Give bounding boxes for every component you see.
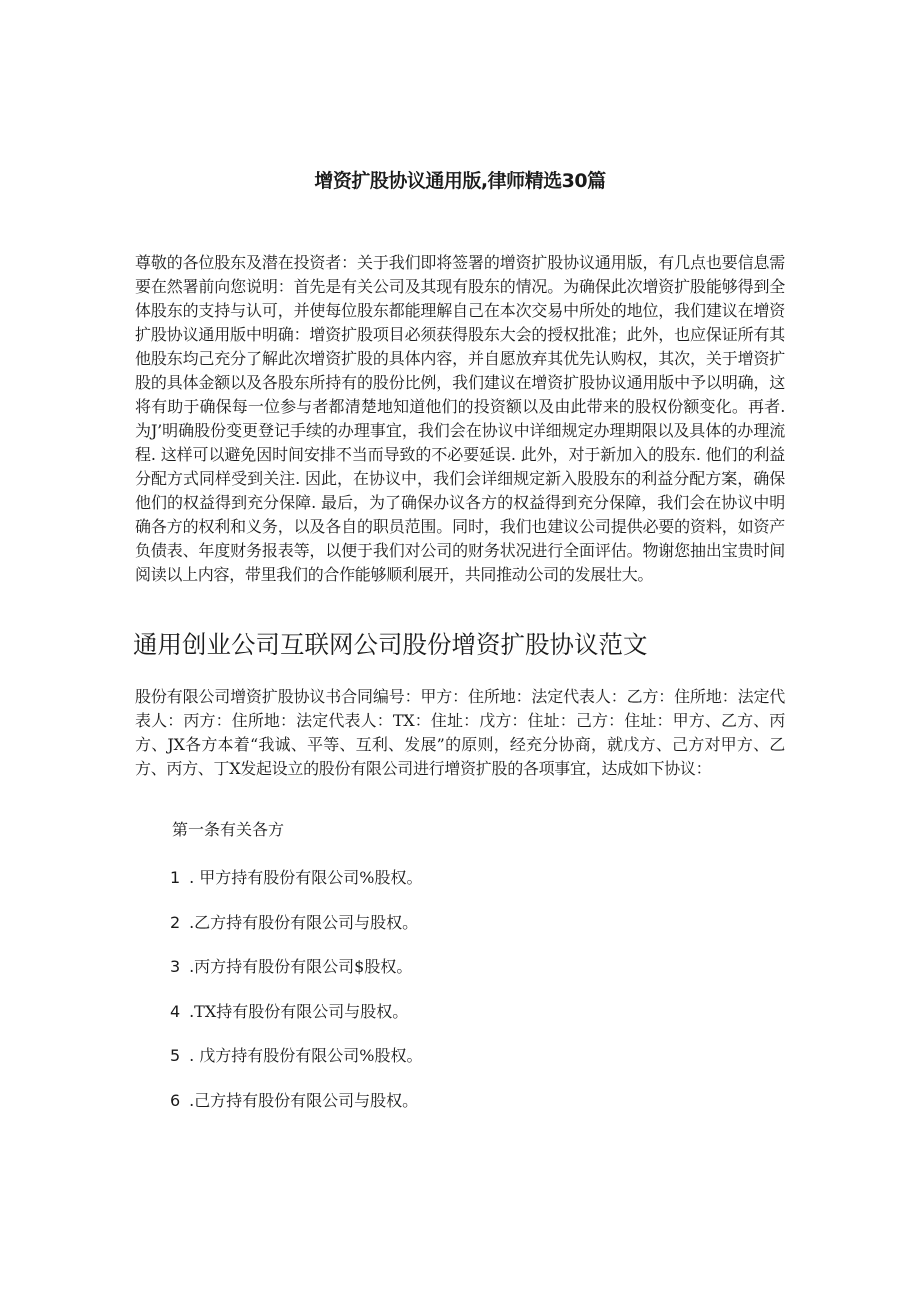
clause-item (170, 1089, 422, 1134)
clause-text: . 甲方持有股份有限公司%股权。 (184, 868, 423, 887)
intro-paragraph: 尊敬的各位股东及潜在投资者：关于我们即将签署的增资扩股协议通用版，有几点也要信息需要在然署前向您说明：首先是有关公司及其现有股东的情况。为确保此次增资扩股能够得到全体股东的支持与认可，并使每位股东都能理解自己在本次交易中所处的地位，我们建议在增资扩股协议通用版中明确：增资扩股项目必须获得股东大会的授权批准；此外，也应保证所有其他股东均己充分了解此次增资扩股的具体内容，并自愿放弃其优先认购权，其次，关于增资扩股的具体金额以及各股东所持有的股份比例，我们建议在增资扩股协议通用版中予以明确，这将有助于确保每一位参与者都清楚地知道他们的投资额以及由此带来的股权份额变化。再者. 为J’明确股份变更登记手续的办理事宜，我们会在协议中详细规定办理期限以及具体的办理流程. 这样可以避免因时间安排不当而导致的不必要延误. 此外，对于新加入的股东. 他们的利益分配方式同样受到关注. 因此，在协议中，我们会详细规定新入股股东的利益分配方案，确保他们的权益得到充分保障. 最后，为了确保办议各方的权益得到充分保障，我们会在协议中明确各方的权利和义务，以及各自的职员范围。同时，我们也建议公司提供必要的资料，如资产负债表、年度财务报表等，以便于我们对公司的财务状况进行全面评估。物谢您抽出宝贵时间阅读以上内容，带里我们的合作能够顺利展开，共同推动公司的发展壮大。 (135, 253, 785, 584)
clause-list (170, 866, 422, 1133)
clause-item (170, 955, 422, 1000)
document-title: 增资扩股协议通用版,律师精选30篇 (314, 170, 606, 192)
clause-number: 1 (170, 868, 181, 887)
agreement-preamble: 股份有限公司增资扩股协议书合同编号：甲方：住所地：法定代表人：乙方：住所地：法定代表人：丙方：住所地：法定代表人：TX：住址：戊方：住址：己方：住址：甲方、乙方、丙方、JX各方本着“我诚、平等、互利、发展”的原则，经充分协商，就戊方、己方对甲方、乙方、丙方、丁X发起设立的股份有限公司进行增资扩股的各项事宜，达成如下协议： (135, 687, 785, 778)
section-heading: 通用创业公司互联网公司股份增资扩股协议范文 (133, 630, 648, 659)
clause-number: 3 (170, 957, 181, 976)
clause-text: .己方持有股份有限公司与股权。 (184, 1090, 419, 1110)
clause-text: .乙方持有股份有限公司与股权。 (184, 912, 419, 932)
article-title: 第一条有关各方 (172, 820, 285, 839)
clause-text: . 戊方持有股份有限公司%股权。 (184, 1046, 423, 1065)
clause-item (170, 1000, 422, 1045)
clause-item (170, 866, 422, 911)
clause-item (170, 911, 422, 956)
clause-item (170, 1044, 422, 1089)
clause-text: .TX持有股份有限公司与股权。 (184, 1001, 409, 1021)
clause-text: .丙方持有股份有限公司$股权。 (184, 957, 413, 976)
clause-number: 4 (170, 1001, 181, 1021)
clause-number: 2 (170, 912, 181, 932)
clause-number: 6 (170, 1090, 181, 1110)
clause-number: 5 (170, 1046, 181, 1065)
